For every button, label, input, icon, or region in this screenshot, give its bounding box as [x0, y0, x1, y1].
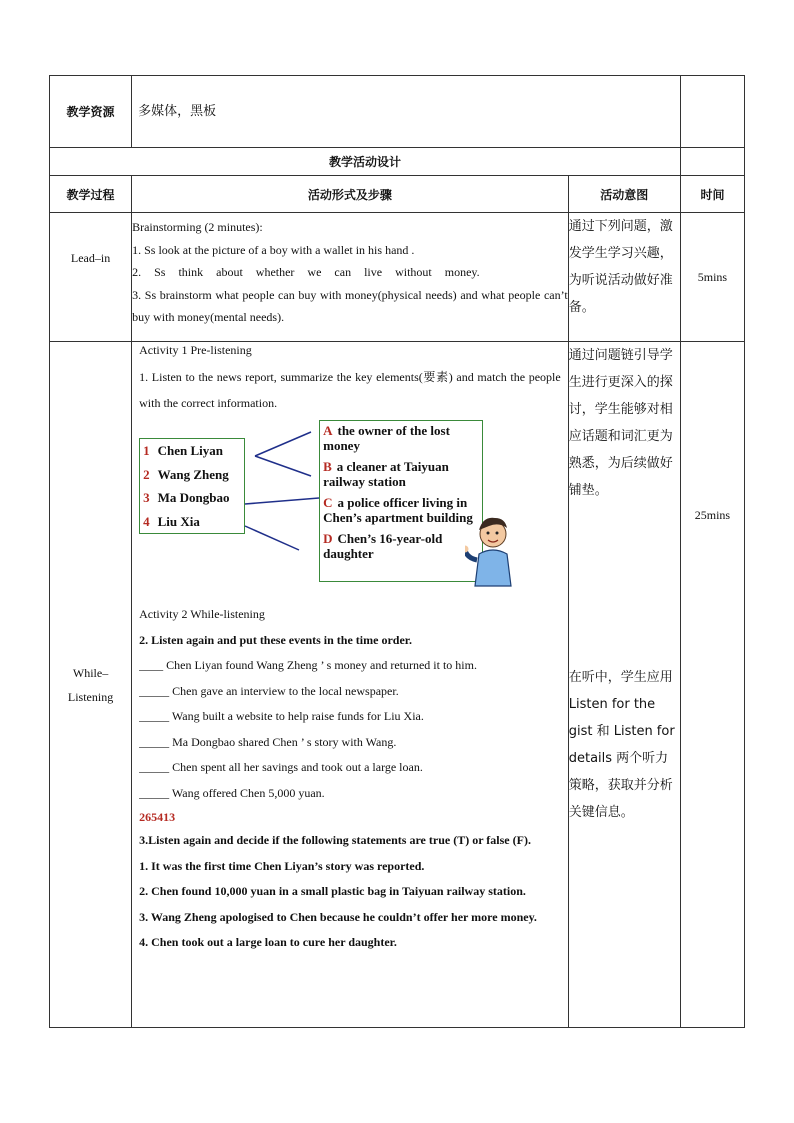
- resources-value: 多媒体，黑板: [132, 76, 681, 148]
- event-item: _____ Wang built a website to help raise funds for Liu Xia.: [139, 709, 424, 723]
- header-time: 时间: [680, 176, 744, 213]
- event-item: _____ Chen spent all her savings and took out a large loan.: [139, 760, 423, 774]
- leadin-time: 5mins: [680, 213, 744, 342]
- statement-item: 2. Chen found 10,000 yuan in a small plastic bag in Taiyuan railway station.: [139, 884, 526, 898]
- header-process: 教学过程: [50, 176, 132, 213]
- match-line: [255, 456, 311, 476]
- header-steps: 活动形式及步骤: [132, 176, 569, 213]
- leadin-line-4: 3. Ss brainstorm what people can buy with money(physical needs) and what people can’t buy with money(mental needs).: [132, 287, 568, 324]
- design-empty-cell: [680, 148, 744, 176]
- activity2-title: Activity 2 While-listening: [139, 607, 265, 621]
- tf-instruction: 3.Listen again and decide if the following statements are true (T) or false (F).: [139, 833, 531, 847]
- matching-lines: [139, 418, 519, 590]
- person-item: 3 Ma Dongbao: [143, 490, 230, 505]
- info-item: B a cleaner at Taiyuan railway station: [323, 459, 449, 489]
- person-item: 4 Liu Xia: [143, 513, 200, 529]
- resources-label: 教学资源: [50, 76, 132, 148]
- event-item: _____ Wang offered Chen 5,000 yuan.: [139, 785, 325, 800]
- match-line: [245, 498, 319, 504]
- info-item: D Chen’s 16-year-old daughter: [323, 531, 443, 561]
- activity1-instruction: 1. Listen to the news report, summarize the key elements(要素) and match the people with the correct information.: [139, 370, 561, 410]
- cartoon-boy-icon: [465, 510, 521, 588]
- statement-item: 1. It was the first time Chen Liyan’s story was reported.: [139, 858, 425, 873]
- event-item: ____ Chen Liyan found Wang Zheng ’ s money and returned it to him.: [139, 658, 477, 672]
- resources-empty-cell: [680, 76, 744, 148]
- answer-key: 265413: [139, 810, 176, 824]
- activity2-instruction: 2. Listen again and put these events in the time order.: [139, 632, 413, 647]
- person-item: 2 Wang Zheng: [143, 466, 229, 482]
- info-item: C a police officer living in Chen’s apartment building: [323, 495, 473, 525]
- while-intent-1: 通过问题链引导学生进行更深入的探讨，学生能够对相应话题和词汇更为熟悉，为后续做好铺垫。: [568, 348, 673, 498]
- leadin-line-1: Brainstorming (2 minutes):: [132, 220, 263, 234]
- event-item: _____ Ma Dongbao shared Chen ’ s story with Wang.: [139, 734, 397, 749]
- leadin-line-2: 1. Ss look at the picture of a boy with a wallet in his hand .: [132, 242, 415, 257]
- statement-item: 3. Wang Zheng apologised to Chen because he couldn’t offer her more money.: [139, 909, 537, 924]
- leadin-line-3: 2. Ss think about whether we can live without money.: [132, 265, 480, 279]
- event-item: _____ Chen gave an interview to the local newspaper.: [139, 683, 399, 698]
- match-line: [255, 432, 311, 456]
- match-line: [245, 526, 299, 550]
- matching-exercise: [139, 418, 561, 590]
- while-row: [50, 342, 745, 1028]
- activity1-title: Activity 1 Pre-listening: [139, 343, 252, 357]
- while-intent-2: 在听中，学生应用 Listen for the gist 和 Listen for details 两个听力策略，获取并分析关键信息。: [568, 670, 675, 820]
- while-process: [50, 342, 132, 1028]
- statement-item: 4. Chen took out a large loan to cure her daughter.: [139, 935, 397, 949]
- leadin-row: [50, 213, 745, 342]
- design-title: 教学活动设计: [50, 148, 681, 176]
- leadin-process: Lead–in: [50, 213, 132, 342]
- leadin-intent: 通过下列问题，激发学生学习兴趣，为听说活动做好准备。: [568, 213, 680, 342]
- person-item: 1 Chen Liyan: [143, 443, 223, 458]
- header-intent: 活动意图: [568, 176, 680, 213]
- while-process-label: While–Listening: [67, 665, 114, 704]
- info-item: A the owner of the lost money: [323, 423, 450, 453]
- while-time: 25mins: [680, 342, 744, 1028]
- lesson-plan-table: [49, 75, 745, 1028]
